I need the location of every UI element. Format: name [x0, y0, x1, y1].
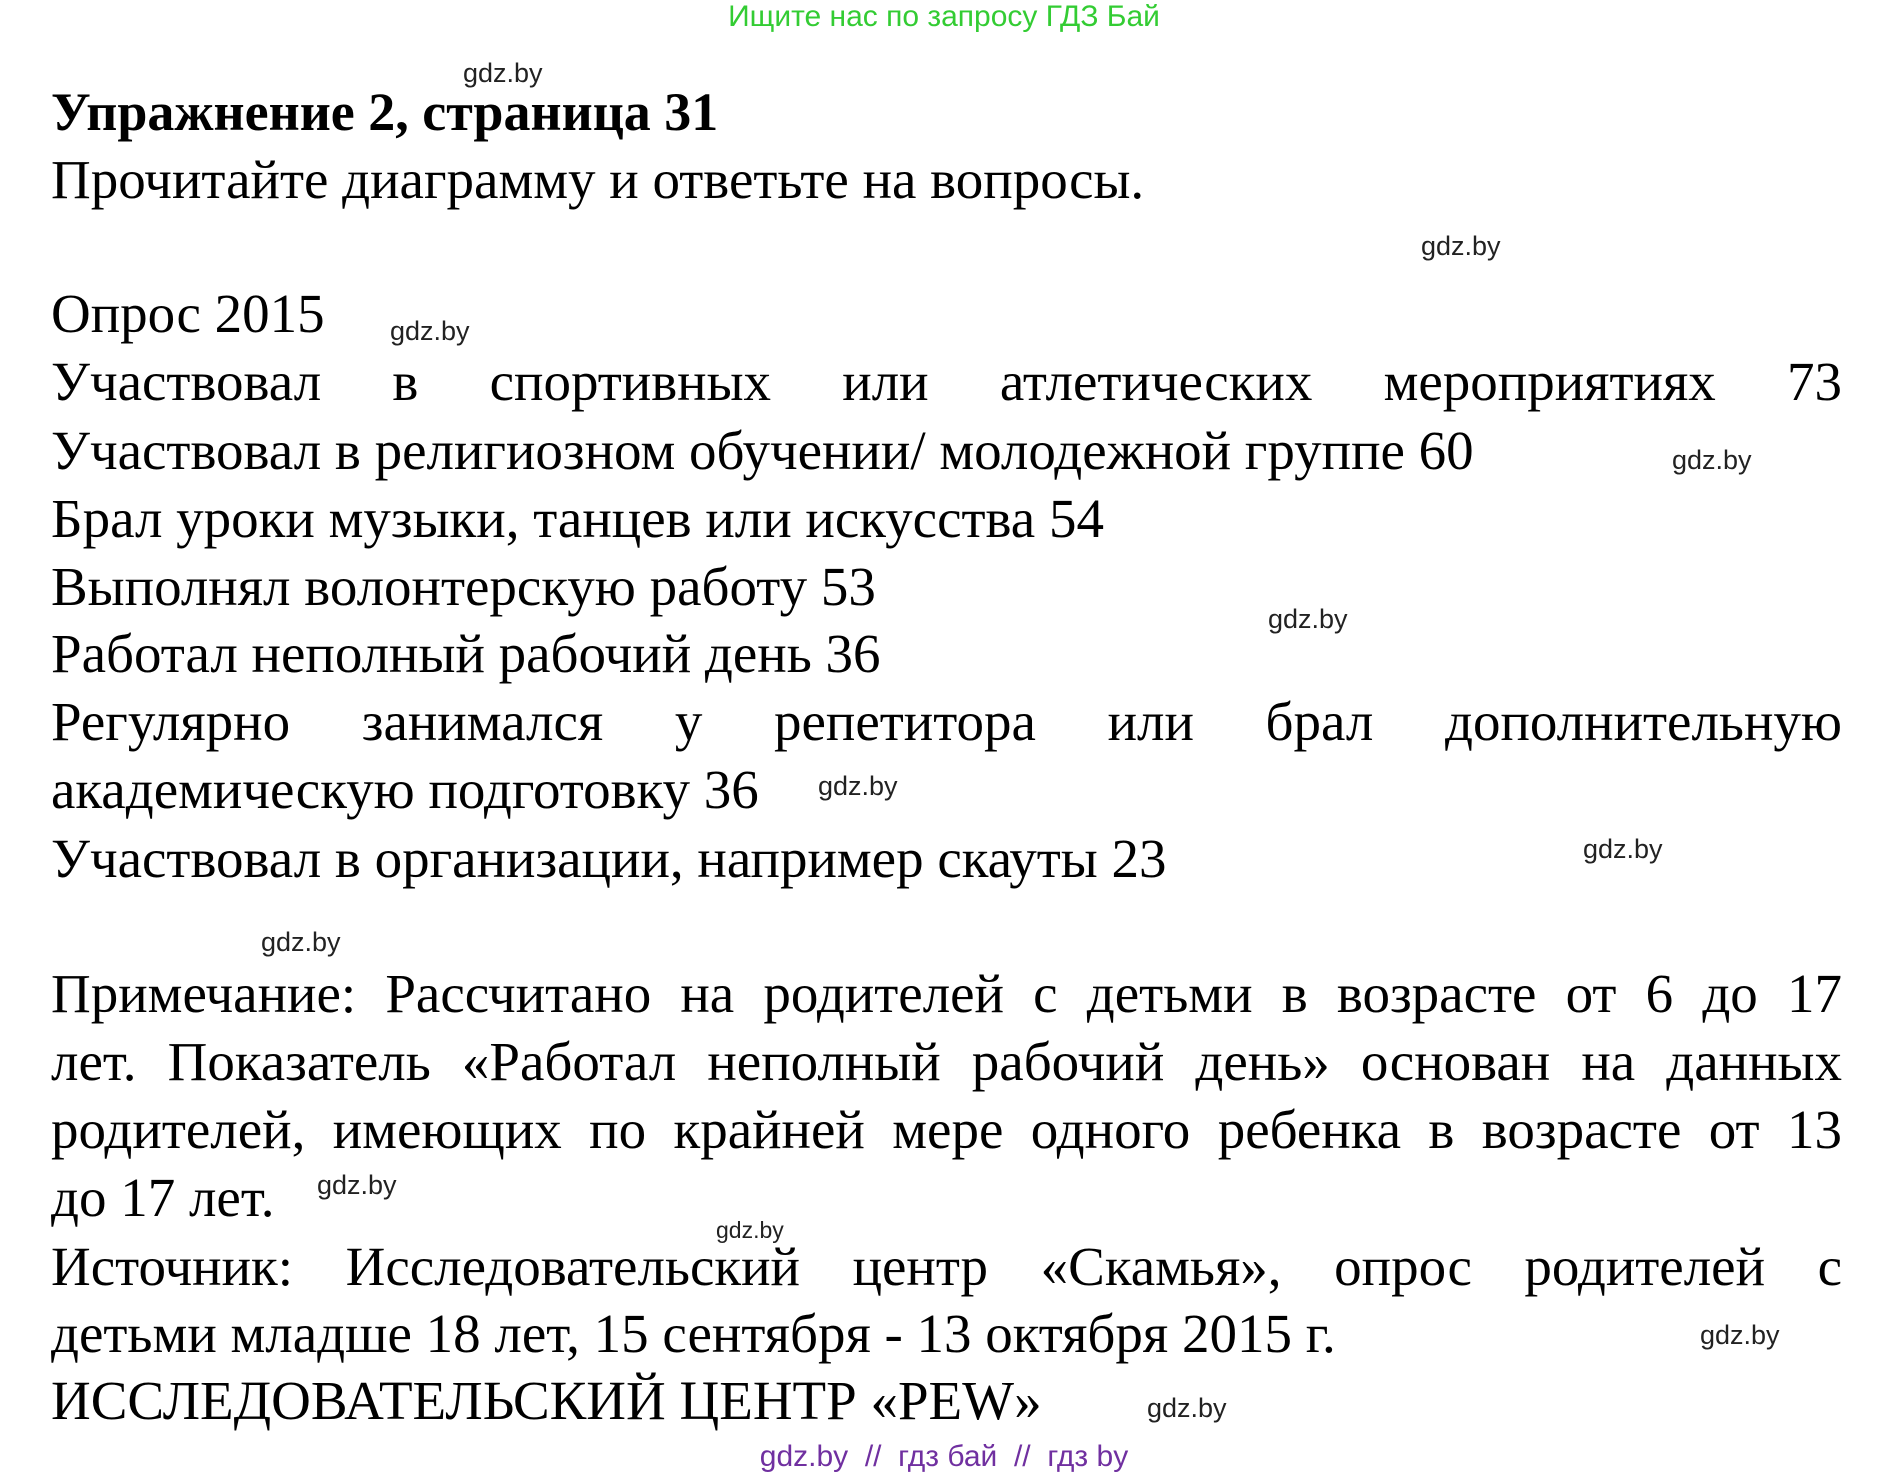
survey-item: Участвовал в спортивных или атлетических мероприятиях 73: [51, 351, 1842, 412]
watermark: gdz.by: [1700, 1320, 1780, 1350]
source-line: детьми младше 18 лет, 15 сентября - 13 октября 2015 г.: [51, 1303, 1336, 1364]
watermark: gdz.by: [390, 316, 470, 346]
survey-item: Регулярно занимался у репетитора или брал дополнительную: [51, 691, 1842, 752]
search-banner: Ищите нас по запросу ГДЗ Бай: [728, 0, 1160, 33]
note-line: родителей, имеющих по крайней мере одного ребенка в возрасте от 13: [51, 1099, 1842, 1160]
note-line: лет. Показатель «Работал неполный рабочий день» основан на данных: [51, 1031, 1842, 1092]
survey-item: Участвовал в религиозном обучении/ молодежной группе 60: [51, 420, 1474, 481]
watermark: gdz.by: [716, 1217, 784, 1243]
survey-item: Выполнял волонтерскую работу 53: [51, 556, 876, 617]
source-line: ИССЛЕДОВАТЕЛЬСКИЙ ЦЕНТР «PEW»: [51, 1370, 1042, 1431]
watermark: gdz.by: [1672, 445, 1752, 475]
survey-item: Участвовал в организации, например скауты 23: [51, 828, 1167, 889]
note-line: до 17 лет.: [51, 1167, 275, 1228]
footer-links: gdz.by // гдз бай // гдз by: [759, 1440, 1129, 1473]
page-title: Упражнение 2, страница 31: [51, 82, 719, 142]
source-line: Источник: Исследовательский центр «Скамья», опрос родителей с: [51, 1236, 1842, 1297]
watermark: gdz.by: [1583, 834, 1663, 864]
survey-item: Брал уроки музыки, танцев или искусства 54: [51, 488, 1104, 549]
watermark: gdz.by: [1147, 1393, 1227, 1423]
instruction: Прочитайте диаграмму и ответьте на вопросы.: [51, 149, 1145, 210]
survey-item: академическую подготовку 36: [51, 759, 759, 820]
watermark: gdz.by: [818, 771, 898, 801]
watermark: gdz.by: [1268, 604, 1348, 634]
watermark: gdz.by: [261, 927, 341, 957]
watermark: gdz.by: [463, 58, 543, 88]
note-line: Примечание: Рассчитано на родителей с детьми в возрасте от 6 до 17: [51, 963, 1842, 1024]
survey-item: Работал неполный рабочий день 36: [51, 623, 881, 684]
watermark: gdz.by: [1421, 231, 1501, 261]
survey-heading: Опрос 2015: [51, 283, 325, 344]
watermark: gdz.by: [317, 1170, 397, 1200]
